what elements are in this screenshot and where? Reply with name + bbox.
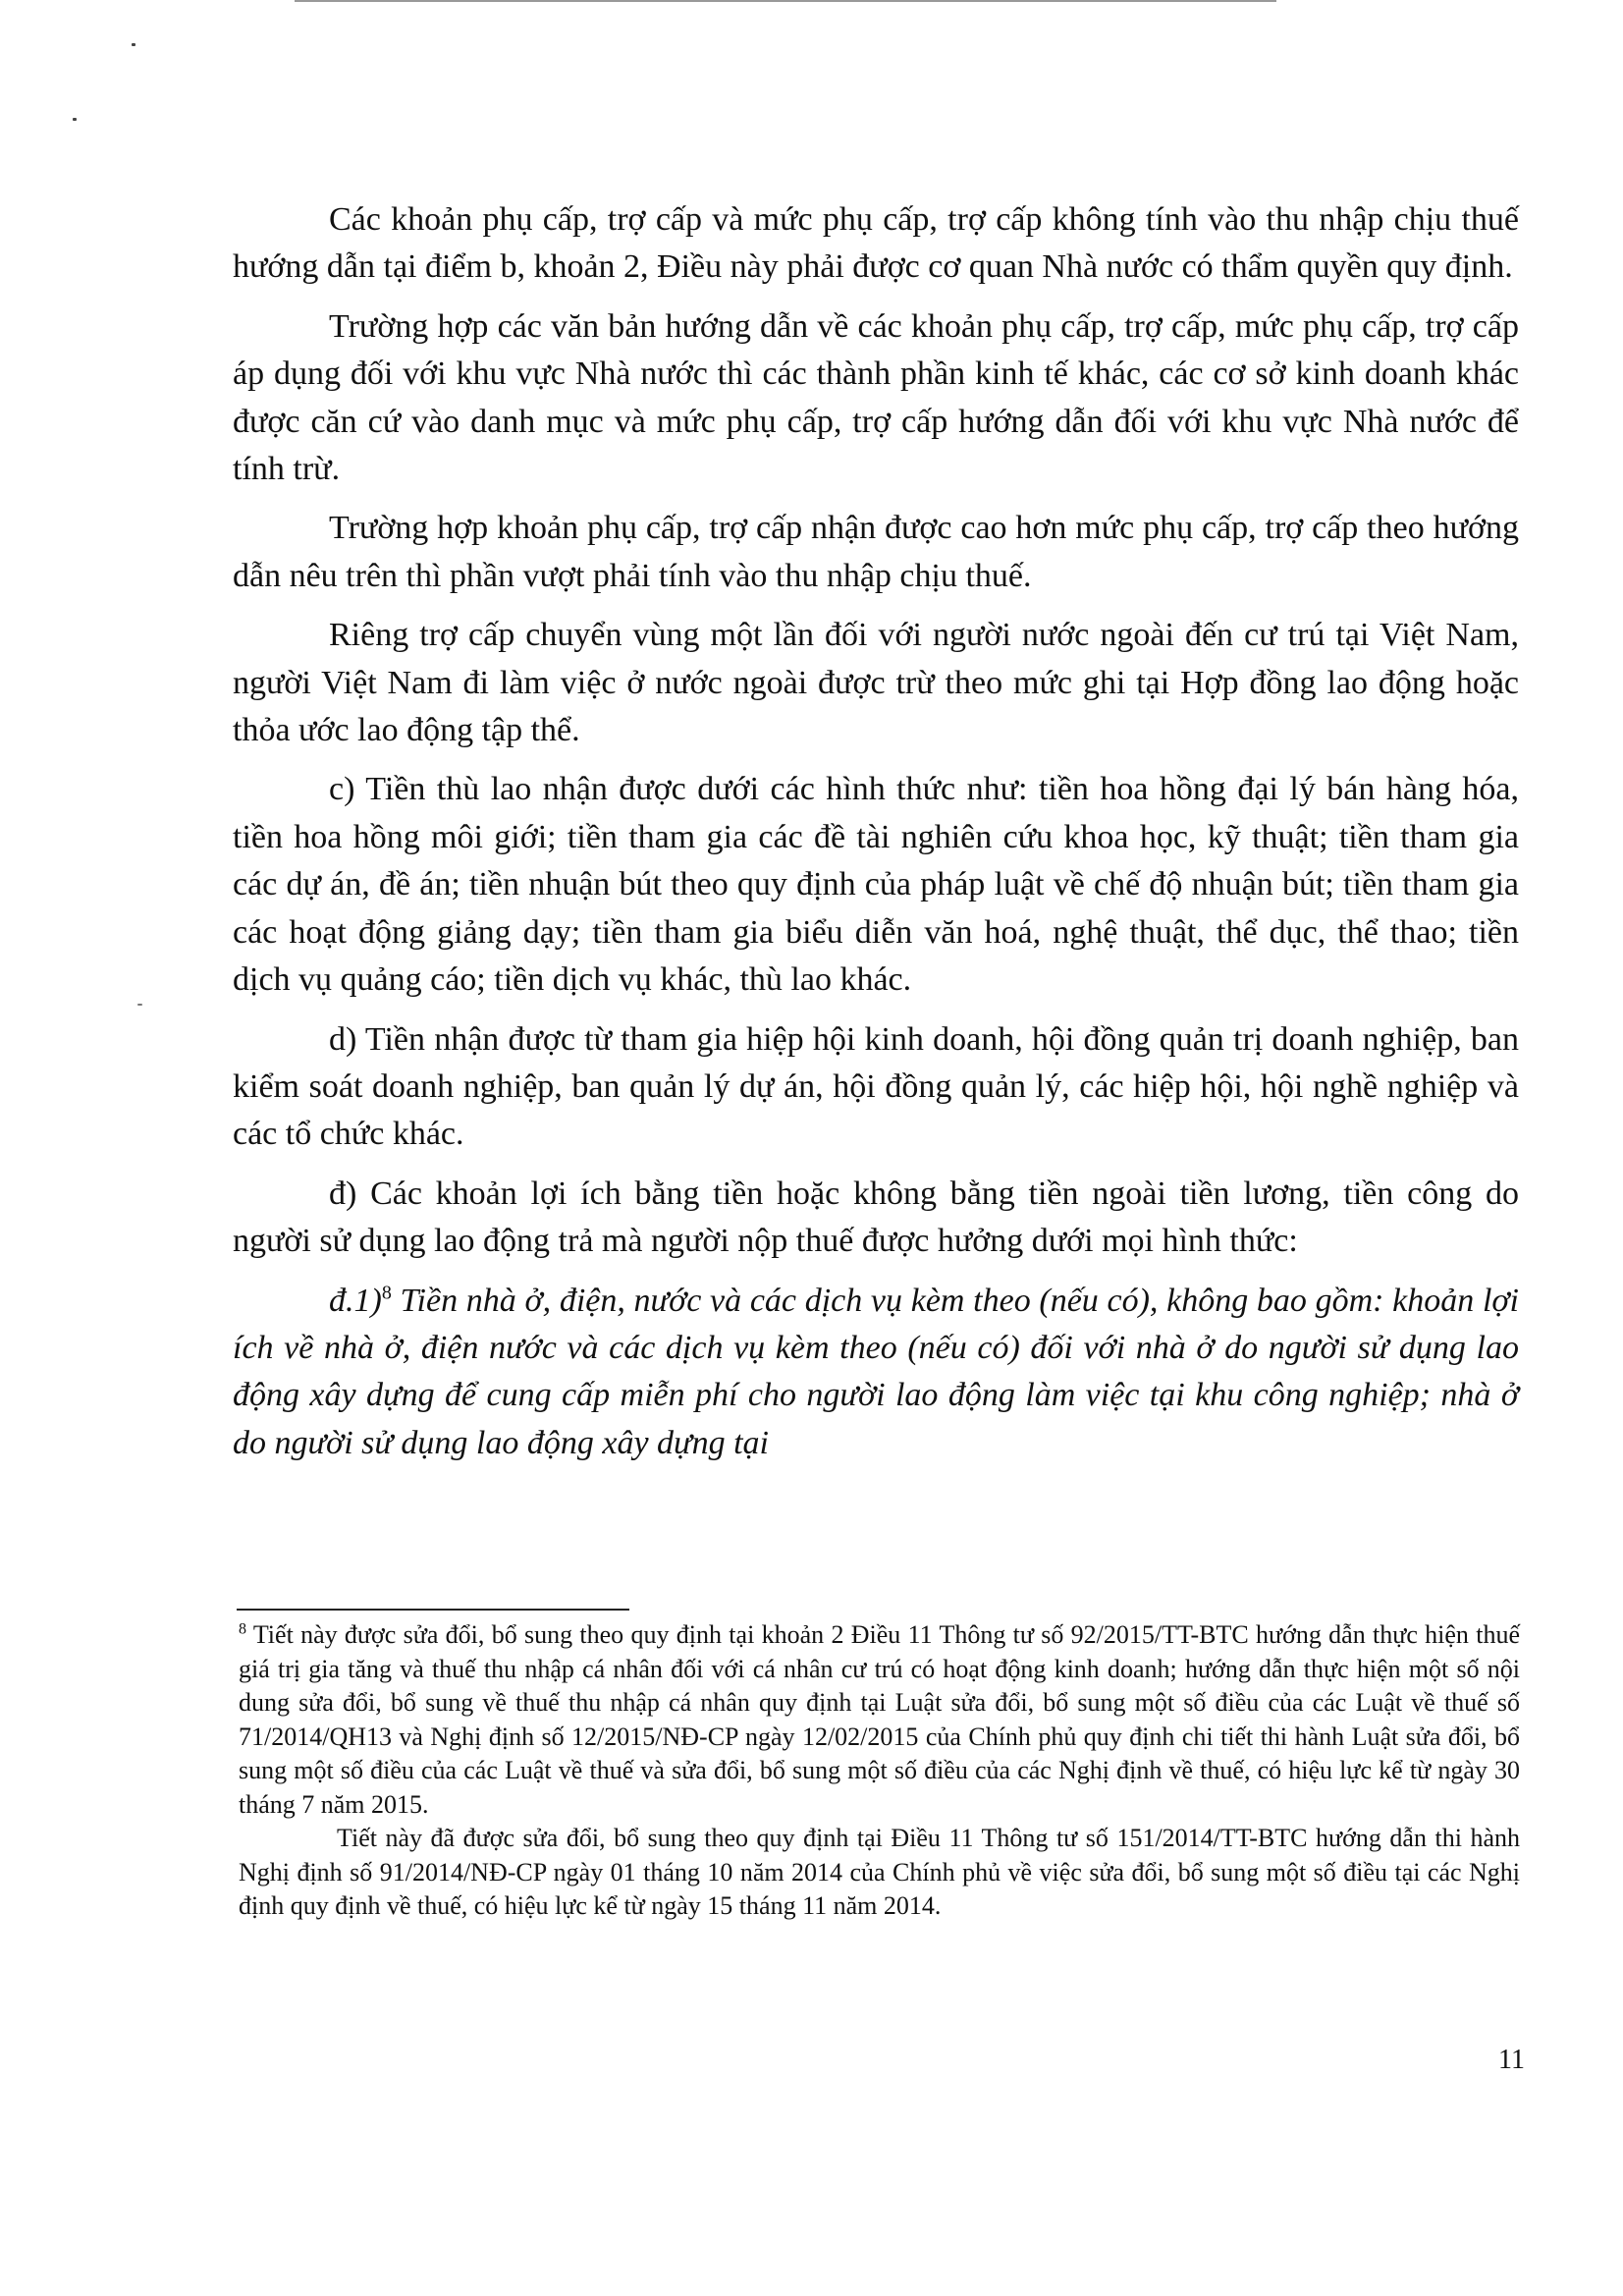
scan-edge-line [295, 0, 1276, 2]
scan-speck [73, 118, 77, 121]
scan-speck [132, 43, 135, 46]
main-body-text [233, 196, 1519, 1479]
item-text: Tiền nhà ở, điện, nước và các dịch vụ kèm theo (nếu có), không bao gồm: khoản lợi ích về nhà ở, điện nước và các dịch vụ kèm theo (nếu có) đối với nhà ở do người sử dụng lao động xây dựng để cung cấp miễn phí cho người lao động làm việc tại khu công nghiệp; nhà ở do người sử dụng lao động xây dựng tại [233, 1282, 1519, 1461]
footnote-8 [239, 1618, 1520, 1822]
item-label: đ.1) [329, 1282, 382, 1319]
footnote-section [239, 1618, 1520, 1924]
scan-speck [137, 1004, 142, 1006]
footnote-8-continuation: Tiết này đã được sửa đổi, bổ sung theo quy định tại Điều 11 Thông tư số 151/2014/TT-BTC hướng dẫn thi hành Nghị định số 91/2014/NĐ-CP ngày 01 tháng 10 năm 2014 của Chính phủ về việc sửa đổi, bổ sung một số điều tại các Nghị định quy định về thuế, có hiệu lực kể từ ngày 15 tháng 11 năm 2014. [239, 1824, 1520, 1920]
paragraph-state-sector-guidance: Trường hợp các văn bản hướng dẫn về các khoản phụ cấp, trợ cấp, mức phụ cấp, trợ cấp áp dụng đối với khu vực Nhà nước thì các thành phần kinh tế khác, các cơ sở kinh doanh khác được căn cứ vào danh mục và mức phụ cấp, trợ cấp hướng dẫn đối với khu vực Nhà nước để tính trừ. [233, 307, 1519, 488]
page-number: 11 [1498, 2045, 1525, 2075]
paragraph-allowance-authority: Các khoản phụ cấp, trợ cấp và mức phụ cấp, trợ cấp không tính vào thu nhập chịu thuế hướng dẫn tại điểm b, khoản 2, Điều này phải được cơ quan Nhà nước có thẩm quyền quy định. [233, 201, 1519, 286]
footnote-reference: 8 [381, 1282, 392, 1304]
paragraph-relocation-allowance: Riêng trợ cấp chuyển vùng một lần đối với người nước ngoài đến cư trú tại Việt Nam, người Việt Nam đi làm việc ở nước ngoài được trừ theo mức ghi tại Hợp đồng lao động hoặc thỏa ước lao động tập thể. [233, 617, 1519, 749]
paragraph-item-d-board-income: d) Tiền nhận được từ tham gia hiệp hội kinh doanh, hội đồng quản trị doanh nghiệp, ban kiểm soát doanh nghiệp, ban quản lý dự án, hội đồng quản lý, các hiệp hội, hội nghề nghiệp và các tổ chức khác. [233, 1020, 1519, 1153]
paragraph-item-c-remuneration: c) Tiền thù lao nhận được dưới các hình thức như: tiền hoa hồng đại lý bán hàng hóa, tiền hoa hồng môi giới; tiền tham gia các đề tài nghiên cứu khoa học, kỹ thuật; tiền tham gia các dự án, đề án; tiền nhuận bút theo quy định của pháp luật về chế độ nhuận bút; tiền tham gia các hoạt động giảng dạy; tiền tham gia biểu diễn văn hoá, nghệ thuật, thể dục, thể thao; tiền dịch vụ quảng cáo; tiền dịch vụ khác, thù lao khác. [233, 771, 1519, 999]
paragraph-item-dd-benefits: đ) Các khoản lợi ích bằng tiền hoặc không bằng tiền ngoài tiền lương, tiền công do người sử dụng lao động trả mà người nộp thuế được hưởng dưới mọi hình thức: [233, 1175, 1519, 1260]
footnote-text-1: Tiết này được sửa đổi, bổ sung theo quy định tại khoản 2 Điều 11 Thông tư số 92/2015/TT-BTC hướng dẫn thực hiện thuế giá trị gia tăng và thuế thu nhập cá nhân đối với cá nhân cư trú có hoạt động kinh doanh; hướng dẫn thực hiện một số nội dung sửa đổi, bổ sung về thuế thu nhập cá nhân quy định tại Luật sửa đổi, bổ sung một số điều của các Luật về thuế số 71/2014/QH13 và Nghị định số 12/2015/NĐ-CP ngày 12/02/2015 của Chính phủ quy định chi tiết thi hành Luật sửa đổi, bổ sung một số điều của các Luật về thuế và sửa đổi, bổ sung một số điều của các Nghị định về thuế, có hiệu lực kể từ ngày 30 tháng 7 năm 2015. [239, 1620, 1520, 1819]
footnote-number: 8 [239, 1620, 246, 1638]
footnote-separator [237, 1609, 629, 1611]
paragraph-item-dd1-housing [233, 1278, 1519, 1468]
paragraph-excess-allowance: Trường hợp khoản phụ cấp, trợ cấp nhận được cao hơn mức phụ cấp, trợ cấp theo hướng dẫn nêu trên thì phần vượt phải tính vào thu nhập chịu thuế. [233, 510, 1519, 594]
